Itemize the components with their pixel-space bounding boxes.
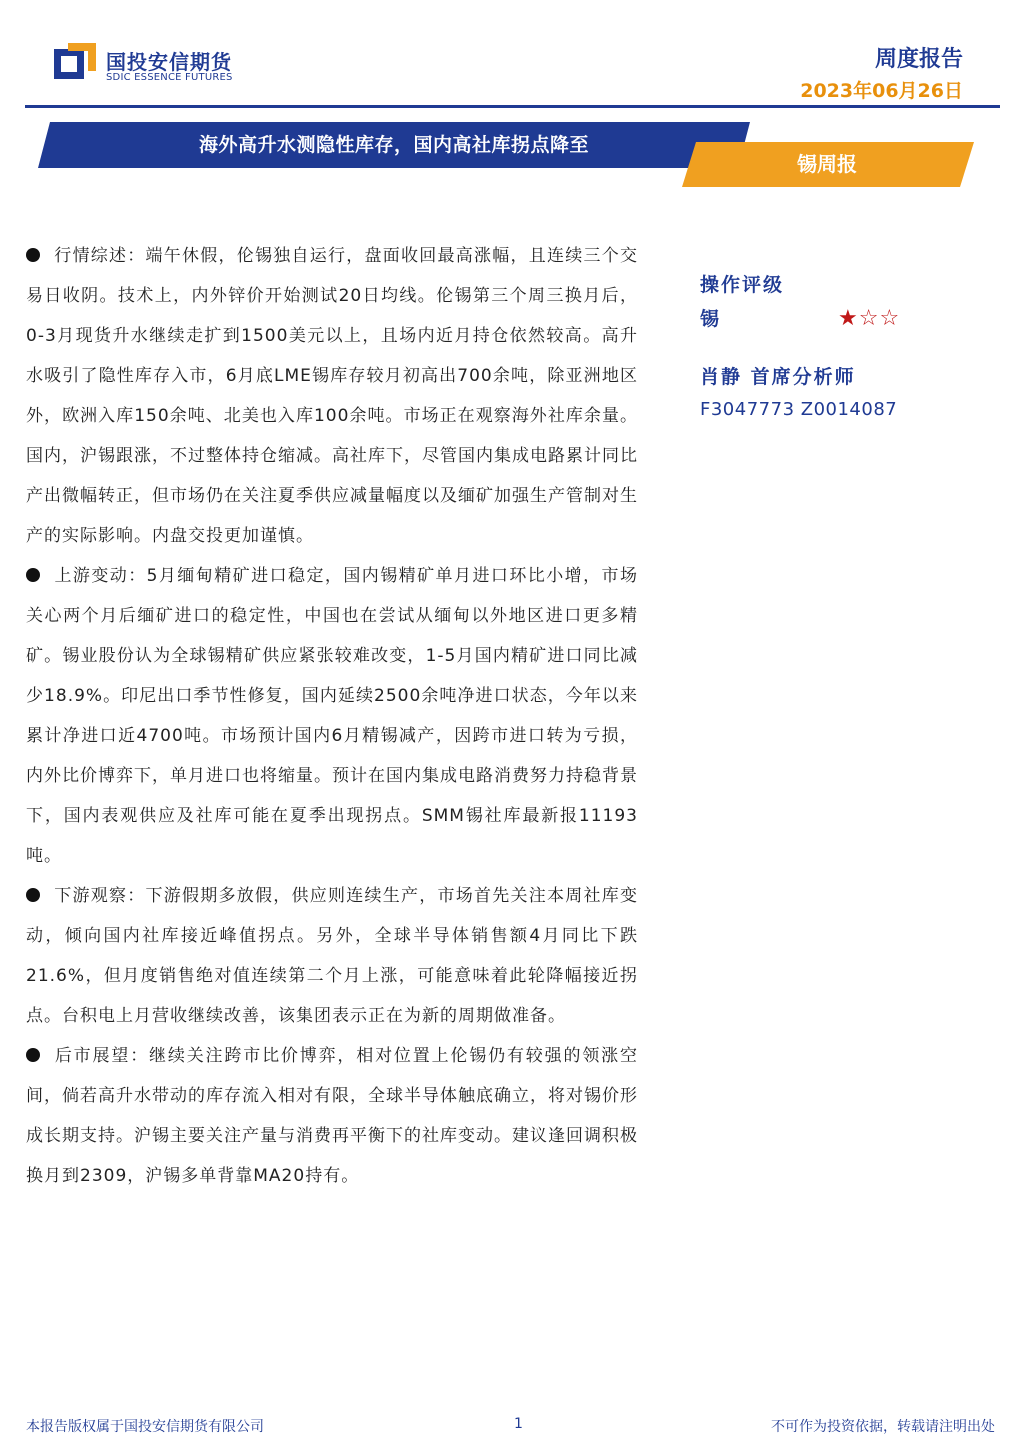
paragraph-upstream: 上游变动：5月缅甸精矿进口稳定，国内锡精矿单月进口环比小增，市场关心两个月后缅矿进口的稳定性，中国也在尝试从缅甸以外地区进口更多精矿。锡业股份认为全球锡精矿供应紧张较难改变，1-5月国内精矿进口同比减少18.9%。印尼出口季节性修复，国内延续2500余吨净进口状态，今年以来累计净进口近4700吨。市场预计国内6月精锡减产，因跨市进口转为亏损，内外比价博弈下，单月进口也将缩量。预计在国内集成电路消费努力持稳背景下，国内表观供应及社库可能在夏季出现拐点。SMM锡社库最新报11193吨。 <box>26 566 638 866</box>
bullet-icon <box>26 888 40 902</box>
page-footer <box>0 1416 1025 1440</box>
footer-copyright: 本报告版权属于国投安信期货有限公司 <box>26 1419 264 1435</box>
sidebar <box>700 268 1000 426</box>
rating-item: 锡 <box>700 308 720 330</box>
paragraph-outlook: 后市展望：继续关注跨市比价博弈，相对位置上伦锡仍有较强的领涨空间，倘若高升水带动的库存流入相对有限，全球半导体触底确立，将对锡价形成长期支持。沪锡主要关注产量与消费再平衡下的社库变动。建议逢回调积极换月到2309，沪锡多单背靠MA20持有。 <box>26 1046 638 1186</box>
report-type: 周度报告 <box>874 47 963 72</box>
paragraph-downstream: 下游观察：下游假期多放假，供应则连续生产，市场首先关注本周社库变动，倾向国内社库接近峰值拐点。另外，全球半导体销售额4月同比下跌21.6%，但月度销售绝对值连续第二个月上涨，可能意味着此轮降幅接近拐点。台积电上月营收继续改善，该集团表示正在为新的周期做准备。 <box>26 886 638 1026</box>
report-date: 2023年06月26日 <box>800 80 963 102</box>
rating-title: 操作评级 <box>700 274 785 296</box>
bullet-icon <box>26 1048 40 1062</box>
report-title: 海外高升水测隐性库存，国内高社库拐点降至 <box>198 134 589 156</box>
page-number: 1 <box>514 1416 523 1432</box>
tag-banner <box>682 142 974 187</box>
company-logo <box>54 43 234 87</box>
report-tag: 锡周报 <box>797 152 857 176</box>
footer-disclaimer: 不可作为投资依据，转载请注明出处 <box>771 1419 995 1435</box>
report-body <box>26 236 638 1196</box>
bullet-icon <box>26 248 40 262</box>
header-divider <box>25 105 1000 108</box>
rating-stars-icon: ★☆☆ <box>838 306 901 331</box>
logo-chinese-name: 国投安信期货 <box>106 50 232 74</box>
logo-mark-icon <box>54 43 96 85</box>
title-banner <box>38 122 750 168</box>
bullet-icon <box>26 568 40 582</box>
logo-english-name: SDIC ESSENCE FUTURES <box>106 72 233 83</box>
analyst-name: 肖静 首席分析师 <box>700 366 856 388</box>
paragraph-market-review: 行情综述：端午休假，伦锡独自运行，盘面收回最高涨幅，且连续三个交易日收阴。技术上，内外锌价开始测试20日均线。伦锡第三个周三换月后，0-3月现货升水继续走扩到1500美元以上，且场内近月持仓依然较高。高升水吸引了隐性库存入市，6月底LME锡库存较月初高出700余吨，除亚洲地区外，欧洲入库150余吨、北美也入库100余吨。市场正在观察海外社库余量。国内，沪锡跟涨，不过整体持仓缩减。高社库下，尽管国内集成电路累计同比产出微幅转正，但市场仍在关注夏季供应减量幅度以及缅矿加强生产管制对生产的实际影响。内盘交投更加谨慎。 <box>26 246 638 546</box>
analyst-cert-numbers: F3047773 Z0014087 <box>700 399 898 420</box>
rating-row <box>700 302 1000 336</box>
